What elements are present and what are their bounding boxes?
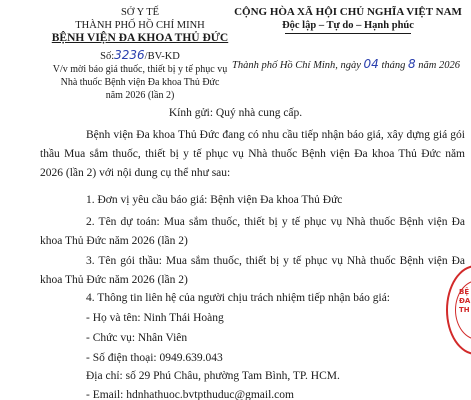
date-month-handwritten: 8 [408, 57, 416, 71]
contact-name: - Họ và tên: Ninh Thái Hoàng [86, 312, 224, 324]
item-contact-info: 4. Thông tin liên hệ của người chịu trách nhiệm tiếp nhận báo giá: [86, 292, 390, 304]
document-number [40, 49, 240, 63]
republic-title: CỘNG HÒA XÃ HỘI CHỦ NGHĨA VIỆT NAM [234, 6, 462, 18]
doc-no-handwritten: 3236 [114, 48, 145, 62]
doc-no-suffix: /BV-KD [144, 51, 180, 62]
item-estimate-name: 2. Tên dự toán: Mua sắm thuốc, thiết bị y tế phục vụ Nhà thuốc Bệnh viện Đa khoa Thủ Đức năm 2026 (lần 2) [40, 216, 465, 247]
contact-email: - Email: hdnhathuoc.bvtpthuduc@gmail.com [86, 389, 294, 400]
date-line [232, 57, 467, 71]
red-stamp-text [459, 288, 470, 315]
item-package-name: 3. Tên gói thầu: Mua sắm thuốc, thiết bị y tế phục vụ Nhà thuốc Bệnh viện Đa khoa Thủ Đức năm 2026 (lần 2) [40, 255, 465, 286]
subject-line-1: V/v mời báo giá thuốc, thiết bị y tế phục vụ [52, 64, 228, 75]
stamp-text-2: ĐA [459, 297, 471, 305]
motto-underline [285, 33, 411, 34]
contact-position: - Chức vụ: Nhân Viên [86, 332, 188, 344]
issuer-hospital: BỆNH VIỆN ĐA KHOA THỦ ĐỨC [51, 32, 229, 44]
subject-line-2: Nhà thuốc Bệnh viện Đa khoa Thủ Đức [60, 77, 220, 88]
item-requesting-unit: 1. Đơn vị yêu cầu báo giá: Bệnh viện Đa khoa Thủ Đức [86, 194, 343, 206]
date-suffix: năm 2026 [418, 60, 460, 71]
salutation: Kính gửi: Quý nhà cung cấp. [168, 107, 303, 119]
date-month-word: tháng [381, 60, 406, 71]
issuer-header [40, 6, 240, 102]
doc-no-prefix: Số: [100, 51, 115, 62]
contact-phone: - Số điện thoại: 0949.639.043 [86, 352, 223, 364]
national-motto: Độc lập – Tự do – Hạnh phúc [282, 20, 414, 31]
stamp-text-1: BỆ [459, 288, 470, 296]
issuer-agency: SỞ Y TẾ [120, 7, 160, 18]
intro-paragraph: Bệnh viện Đa khoa Thủ Đức đang có nhu cầu tiếp nhận báo giá, xây dựng giá gói thầu Mua sắm thuốc, thiết bị y tế phục vụ Nhà thuốc Bệnh viện Đa khoa Thủ Đức năm 2026 (lần 2) với nội dung cụ thể như sau: [40, 129, 465, 179]
date-day-handwritten: 04 [363, 57, 379, 71]
subject-line-3: năm 2026 (lần 2) [105, 90, 175, 101]
stamp-text-3: TH [459, 306, 470, 314]
contact-address: Địa chỉ: số 29 Phú Châu, phường Tam Bình, TP. HCM. [86, 370, 340, 382]
date-prefix: Thành phố Hồ Chí Minh, ngày [232, 60, 361, 71]
issuer-city: THÀNH PHỐ HỒ CHÍ MINH [75, 20, 205, 31]
national-header [232, 6, 464, 34]
